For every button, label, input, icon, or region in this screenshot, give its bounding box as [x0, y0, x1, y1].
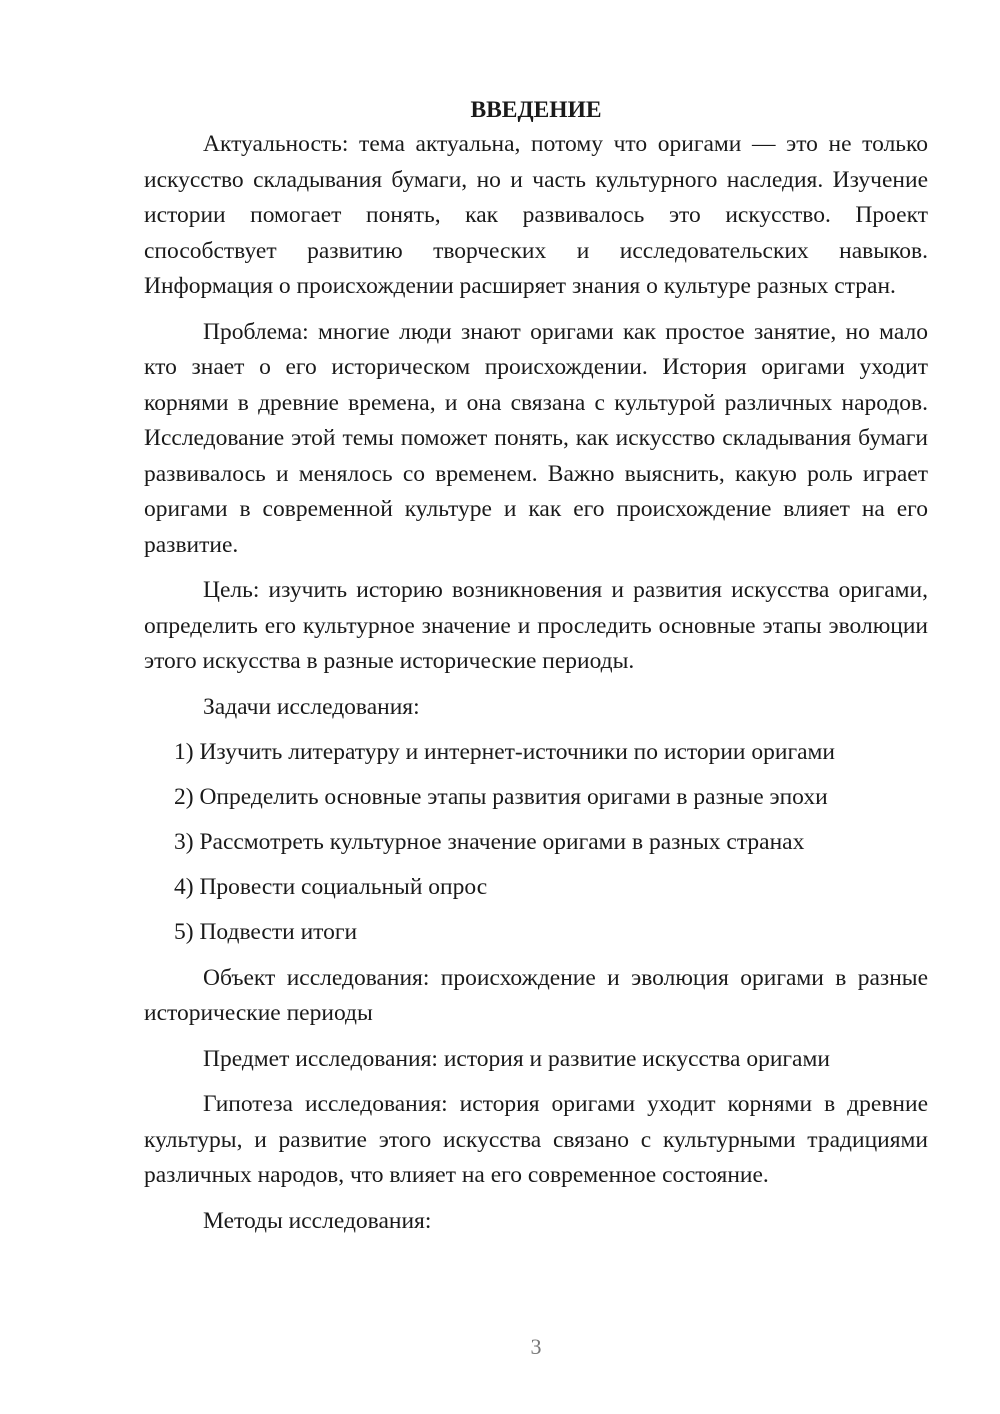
list-item: 4) Провести социальный опрос [174, 874, 488, 900]
relevance-paragraph: Актуальность: тема актуальна, потому что оригами — это не только искусство складывания бумаги, но и часть культурного наследия. Изучение истории помогает понять, как развивалось это искусство. Проект способствует развитию творческих и исследовательских навыков. Информация о происхождении расширяет знания о культуре разных стран. [144, 131, 928, 299]
list-item: 1) Изучить литературу и интернет-источники по истории оригами [174, 739, 835, 765]
subject-paragraph: Предмет исследования: история и развитие искусства оригами [203, 1045, 830, 1072]
hypothesis-paragraph: Гипотеза исследования: история оригами уходит корнями в древние культуры, и развитие этого искусства связано с культурными традициями различных народов, что влияет на его современное состояние. [144, 1091, 928, 1188]
object-paragraph: Объект исследования: происхождение и эволюция оригами в разные исторические периоды [144, 964, 928, 1026]
document-body [144, 92, 928, 1239]
problem-paragraph: Проблема: многие люди знают оригами как простое занятие, но мало кто знает о его историческом происхождении. История оригами уходит корнями в древние времена, и она связана с культурой различных народов. Исследование этой темы поможет понять, как искусство складывания бумаги развивалось и менялось со временем. Важно выяснить, какую роль играет оригами в современной культуре и как его происхождение влияет на его развитие. [144, 318, 928, 558]
page-number: 3 [530, 1334, 542, 1359]
tasks-list [144, 735, 928, 951]
list-item: 5) Подвести итоги [174, 919, 358, 945]
tasks-heading: Задачи исследования: [203, 693, 420, 720]
methods-heading: Методы исследования: [203, 1207, 432, 1234]
list-item: 3) Рассмотреть культурное значение оригами в разных странах [174, 829, 805, 855]
page-title: ВВЕДЕНИЕ [470, 97, 602, 123]
goal-paragraph: Цель: изучить историю возникновения и развития искусства оригами, определить его культурное значение и проследить основные этапы эволюции этого искусства в разные исторические периоды. [144, 577, 928, 674]
list-item: 2) Определить основные этапы развития оригами в разные эпохи [174, 784, 828, 810]
